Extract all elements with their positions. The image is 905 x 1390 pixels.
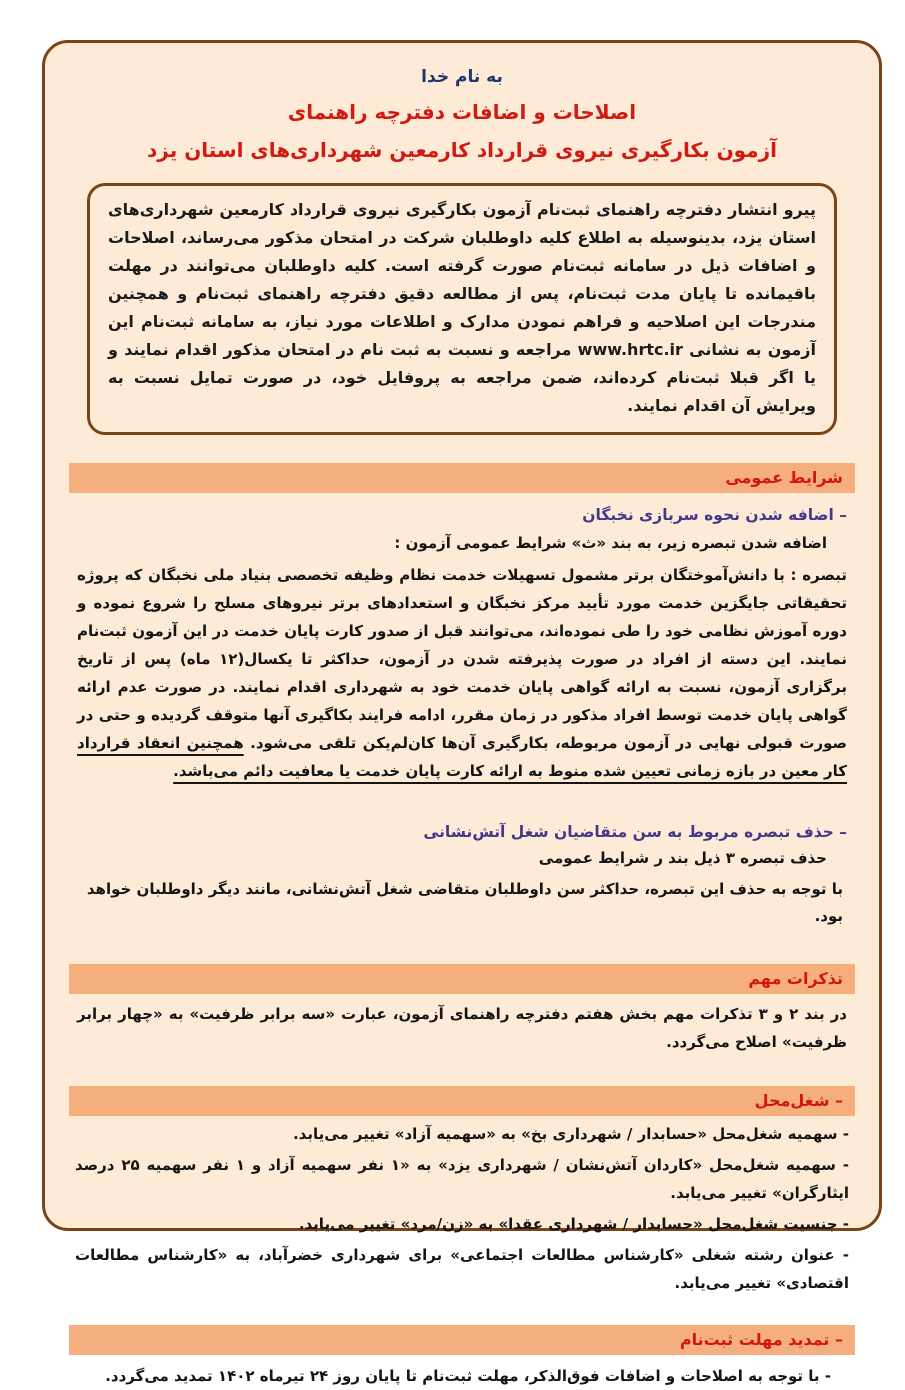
section-bar-job-location: – شغل‌محل	[69, 1086, 855, 1116]
section-bar-important-notes: تذکرات مهم	[69, 964, 855, 994]
job-item-accountant-aghda: - جنسیت شغل‌محل «حسابدار / شهرداری عقدا» به «زن/مرد» تغییر می‌یابد.	[298, 1215, 849, 1233]
elite-clause-intro: اضافه شدن تبصره زیر، به بند «ث» شرایط عمومی آزمون :	[394, 534, 827, 552]
registration-extension-line: - با توجه به اصلاحات و اضافات فوق‌الذکر، مهلت ثبت‌نام تا پایان روز ۲۴ تیرماه ۱۴۰۲ تمدید می‌گردد.	[105, 1367, 831, 1385]
job-item-accountant-bakh: - سهمیه شغل‌محل «حسابدار / شهرداری بخ» به «سهمیه آزاد» تغییر می‌یابد.	[292, 1125, 849, 1143]
bismillah-text: به نام خدا	[421, 67, 503, 87]
announcement-page	[42, 40, 882, 1385]
elite-clause-body: تبصره : با دانش‌آموختگان برتر مشمول تسهیلات خدمت نظام وظیفه تخصصی بنیاد ملی نخبگان که پروژه تحقیقاتی جایگزین خدمت مورد تأیید مرکز نخبگان و استعدادهای برتر نیروهای مسلح را شروع نموده و دوره آموزش نظامی خود را طی نموده‌اند، می‌توانند قبل از صدور کارت پایان خدمت در این آزمون ثبت‌نام نمایند. این دسته از افراد در صورت پذیرفته شدن در آزمون، حداکثر تا یکسال(۱۲ ماه) پس از تاریخ برگزاری آزمون، نسبت به ارائه گواهی پایان خدمت خود به شهرداری اقدام نمایند. در صورت عدم ارائه گواهی پایان خدمت توسط افراد مذکور در زمان مقرر، ادامه فرایند بکاگیری آنها متوقف گردیده و حتی در صورت قبولی نهایی در آزمون مربوطه، بکارگیری آن‌ها کان‌لم‌یکن تلقی می‌شود.	[77, 566, 847, 752]
page-title	[69, 93, 855, 169]
firefighter-age-line1: حذف تبصره ۳ ذیل بند ر شرایط عمومی	[538, 849, 827, 867]
intro-text-before-url: پیرو انتشار دفترچه راهنمای ثبت‌نام آزمون بکارگیری نیروی قرارداد کارمعین شهرداری‌های استان یزد، بدینوسیله به اطلاع کلیه داوطلبان شرکت در امتحان مذکور می‌رساند، اصلاحات و اضافات ذیل در سامانه ثبت‌نام صورت گرفته است. کلیه داوطلبان می‌توانند در مهلت باقیمانده تا پایان مدت ثبت‌نام، پس از مطالعه دقیق دفترچه راهنمای ثبت‌نام و همچنین مندرجات این اصلاحیه و فراهم نمودن مدارک و اطلاعات مورد نیاز، به سامانه ثبت‌نام این آزمون به نشانی	[108, 200, 816, 359]
section-bar-general-conditions: شرایط عمومی	[69, 463, 855, 493]
firefighter-age-block	[69, 823, 855, 930]
intro-notice-box	[87, 183, 837, 435]
intro-text-after-url: مراجعه و نسبت به ثبت نام در امتحان مذکور اقدام نمایند و یا اگر قبلا ثبت‌نام کرده‌اند، ضمن مراجعه به پروفایل خود، در صورت تمایل نسبت به ویرایش آن اقدام نمایند.	[108, 340, 816, 415]
elite-clause-paragraph	[77, 561, 847, 785]
page-title-line2: آزمون بکارگیری نیروی قرارداد کارمعین شهرداری‌های استان یزد	[147, 138, 777, 162]
important-notes-paragraph: در بند ۲ و ۳ تذکرات مهم بخش هفتم دفترچه راهنمای آزمون، عبارت «سه برابر ظرفیت» به «چهار برابر ظرفیت» اصلاح می‌گردد.	[77, 1005, 847, 1051]
subheading-elite-military-service: – اضافه شدن نحوه سربازی نخبگان	[582, 506, 847, 524]
registration-url: www.hrtc.ir	[577, 340, 683, 359]
job-item-firefighter-yazd: - سهمیه شغل‌محل «کاردان آتش‌نشان / شهرداری یزد» به «۱ نفر سهمیه آزاد و ۱ نفر سهمیه ۲۵ درصد ایثارگران» تغییر می‌یابد.	[75, 1156, 849, 1202]
section-bar-registration-extension: – تمدید مهلت ثبت‌نام	[69, 1325, 855, 1355]
elite-clause-underlined-sentence: همچنین انعقاد قرارداد کار معین در بازه زمانی تعیین شده منوط به ارائه کارت پایان خدمت یا معافیت دائم می‌باشد.	[77, 734, 847, 780]
firefighter-age-line2: با توجه به حذف این تبصره، حداکثر سن داوطلبان متقاضی شغل آتش‌نشانی، مانند دیگر داوطلبان خواهد بود.	[86, 880, 843, 925]
subheading-firefighter-age-removal: – حذف تبصره مربوط به سن متقاضیان شغل آتش‌نشانی	[423, 823, 847, 841]
page-title-line1: اصلاحات و اضافات دفترچه راهنمای	[287, 100, 637, 124]
job-location-list	[69, 1120, 855, 1297]
job-item-social-studies-khezrabad: - عنوان رشته شغلی «کارشناس مطالعات اجتماعی» برای شهرداری خضرآباد، به «کارشناس مطالعات اقتصادی» تغییر می‌یابد.	[75, 1246, 849, 1292]
